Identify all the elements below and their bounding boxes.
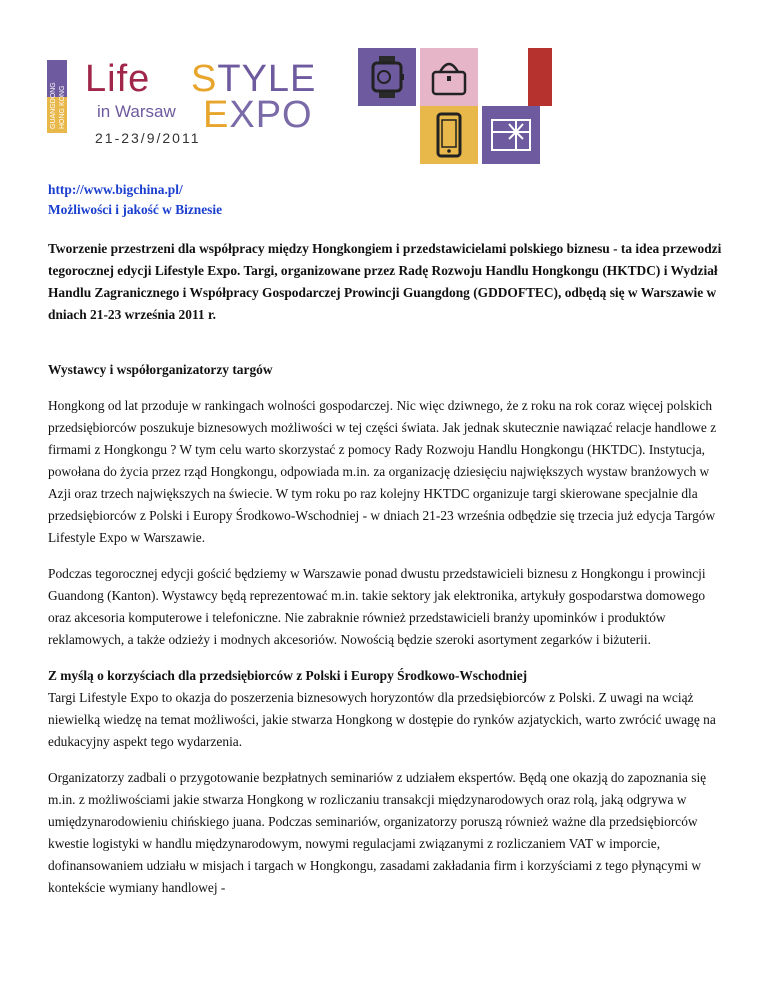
paragraph-benefits: Targi Lifestyle Expo to okazja do poszerzenia biznesowych horyzontów dla przedsiębiorców z Polski. Z uwagi na wciąż niewielką wiedzę na temat możliwości, jakie stwarza Hongkong w dostępie do rynków azjatyckich, warto zwrócić uwagę na edukacyjny aspekt tego wydarzenia. [48,690,716,749]
logo-dates: 21-23/9/2011 [95,130,201,146]
paragraph-exhibitors: Podczas tegorocznej edycji gościć będziemy w Warszawie ponad dwustu przedstawicieli biznesu z Hongkongu i prowincji Guandong (Kanton). Wystawcy będą reprezentować m.in. takie sektory jak elektronika, artykuły gospodarstwa domowego oraz akcesoria komputerowe i telefoniczne. Nie zabraknie również przedstawicieli branży upominków i produktów reklamowych, a także odzieży i modnych akcesoriów. Nowością będzie szeroki asortyment zegarków i biżuterii. [48,566,706,647]
region-strip-bottom: HONG KONG [59,85,66,129]
watch-icon [358,48,416,106]
article-body [48,238,728,899]
logo-expo: EXPO [203,94,313,136]
region-strip [47,60,67,133]
tagline-link[interactable]: Możliwości i jakość w Biznesie [48,202,223,217]
lead-paragraph: Tworzenie przestrzeni dla współpracy między Hongkongiem i przedstawicielami polskiego biznesu - ta idea przewodzi tegorocznej edycji Lifestyle Expo. Targi, organizowane przez Radę Rozwoju Handlu Hongkongu (HKTDC) i Wydział Handlu Zagranicznego i Współpracy Gospodarczej Prowincji Guangdong (GDDOFTEC), odbędą się w Warszawie w dniach 21-23 września 2011 r. [48,241,722,322]
website-link[interactable]: http://www.bigchina.pl/ [48,182,183,197]
logo-in-warsaw: in Warsaw [97,102,176,121]
logo-style: STYLE [191,58,317,100]
header [0,0,768,175]
region-strip-top: GUANGDONG [50,82,57,129]
paragraph-seminars: Organizatorzy zadbali o przygotowanie bezpłatnych seminariów z udziałem ekspertów. Będą one okazją do zapoznania się m.in. z możliwościami jakie stwarza Hongkong w rozliczaniu transakcji międzynarodowych oraz rolą, jaką odgrywa w umiędzynarodowieniu chińskiego juana. Podczas seminariów, organizatorzy poruszą również ważne dla przedsiębiorców kwestie logistyki w handlu międzynarodowym, nowymi regulacjami związanymi z rozliczaniem VAT w imporcie, dofinansowaniem udziału w misjach i targach w Hongkongu, zasadami zakładania firm i korzyściami z tego płynącymi w kontekście wymiany handlowej - [48,770,707,895]
handbag-icon [420,48,478,106]
lifestyle-expo-logo [85,58,345,148]
section-heading-benefits: Z myślą o korzyściach dla przedsiębiorców z Polski i Europy Środkowo-Wschodniej [48,668,528,683]
red-tile [528,48,552,106]
gift-box-icon [482,106,540,164]
paragraph-hktdc: Hongkong od lat przoduje w rankingach wolności gospodarczej. Nic więc dziwnego, że z roku na rok coraz więcej polskich przedsiębiorców poszukuje biznesowych możliwości w tej części świata. Jak jednak skutecznie nawiązać relacje handlowe z firmami z Hongkongu ? W tym celu warto skorzystać z pomocy Rady Rozwoju Handlu Hongkongu (HKTDC). Instytucja, powołana do życia przez rząd Hongkongu, odpowiada m.in. za organizację dziesięciu największych wystaw branżowych w Azji oraz trzech największych na świecie. W tym roku po raz kolejny HKTDC organizuje targi skierowane specjalnie dla przedsiębiorców z Polski i Europy Środkowo-Wschodniej - w dniach 21-23 września odbędzie się trzecia już edycja Targów Lifestyle Expo w Warszawie. [48,398,717,545]
logo-life: Life [85,58,151,100]
mobile-phone-icon [420,106,478,164]
source-links [48,180,222,220]
section-heading-exhibitors: Wystawcy i współorganizatorzy targów [48,362,273,377]
